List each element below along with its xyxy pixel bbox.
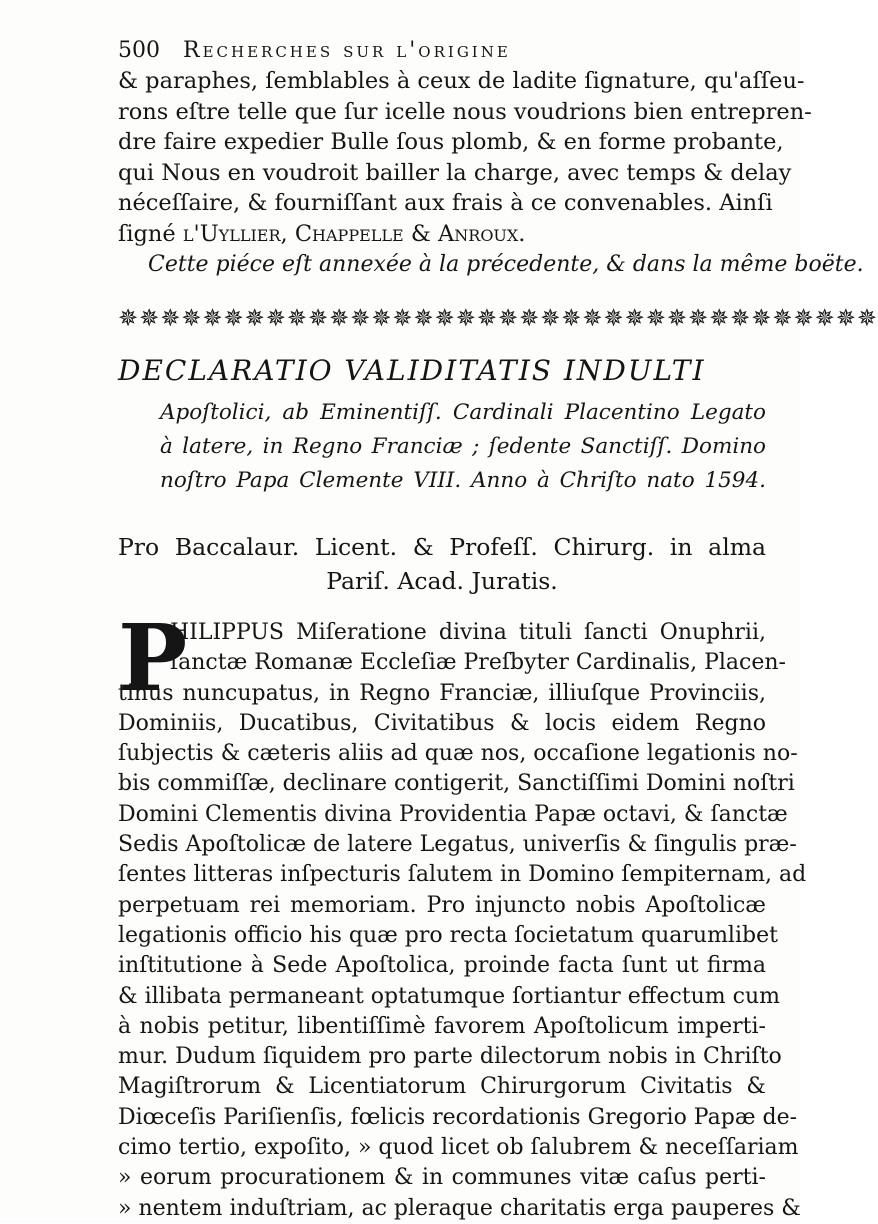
signatures: l'Uyllier, Chappelle & Anroux. <box>182 220 526 247</box>
subtitle-line: noſtro Papa Clemente VIII. Anno à Chriſto nato 1594. <box>160 468 766 493</box>
text-line: mur. Dudum ſiquidem pro parte dilectorum nobis in Chriſto <box>118 1044 782 1070</box>
text-line: Sedis Apoſtolicæ de latere Legatus, univerſis & ſingulis præ- <box>118 832 797 858</box>
text-line: bis commiſſæ, declinare contigerit, Sanctiſſimi Domini noſtri <box>118 771 795 797</box>
text-line: inſtitutione à Sede Apoſtolica, proinde facta ſunt ut firma <box>118 953 766 979</box>
text-line: HILIPPUS Miſeratione divina tituli ſancti Onuphrii, <box>170 620 766 645</box>
subtitle-line: à latere, in Regno Franciæ ; ſedente Sanctiſſ. Domino <box>160 434 766 459</box>
declaration-title: DECLARATIO VALIDITATIS INDULTI <box>118 354 706 387</box>
signature-line <box>118 219 766 250</box>
recipients-line: Pariſ. Acad. Juratis. <box>326 567 558 595</box>
text-line: Dominiis, Ducatibus, Civitatibus & locis eidem Regno <box>118 710 766 736</box>
body-paragraph <box>118 618 807 1224</box>
signature-prefix: ſigné <box>118 220 183 247</box>
annex-note: Cette piéce eſt annexée à la précedente, & dans la même boëte. <box>148 252 864 277</box>
running-head: Recherches sur l'origine <box>183 38 511 63</box>
text-line: néceſſaire, & fourniſſant aux frais à ce convenables. Ainſi <box>118 190 773 216</box>
text-line: » nentem induſtriam, ac pleraque charitatis erga pauperes & <box>118 1195 801 1221</box>
text-line: Diœceſis Pariſienſis, fœlicis recordationis Gregorio Papæ de- <box>118 1104 798 1130</box>
text-line: rons eſtre telle que ſur icelle nous voudrions bien entrepren- <box>118 98 812 125</box>
text-line: Magiſtrorum & Licentiatorum Chirurgorum Civitatis & <box>118 1074 766 1100</box>
text-line: » eorum procurationem & in communes vitæ caſus perti- <box>118 1165 766 1191</box>
recipients-line: Pro Baccalaur. Licent. & Profeſſ. Chirurg. in alma <box>118 533 766 561</box>
drop-cap: P <box>118 604 188 712</box>
text-line: à nobis petitur, libentiſſimè favorem Apoſtolicum imperti- <box>118 1013 766 1039</box>
text-line: tinus nuncupatus, in Regno Franciæ, illiuſque Provinciis, <box>118 680 766 706</box>
page-number: 500 <box>118 38 160 63</box>
page-header <box>118 38 758 63</box>
text-line: & paraphes, ſemblables à ceux de ladite ſignature, qu'aſſeu- <box>118 68 805 94</box>
text-line: legationis officio his quæ pro recta ſocietatum quarumlibet <box>118 922 778 948</box>
opening-paragraph <box>118 66 812 249</box>
text-line: perpetuam rei memoriam. Pro injuncto nobis Apoſtolicæ <box>118 892 766 918</box>
text-line: Domini Clementis divina Providentia Papæ octavi, & ſanctæ <box>118 801 788 827</box>
text-line: ſentes litteras inſpecturis ſalutem in Domino ſempiternam, ad <box>118 862 807 888</box>
declaration-subtitle <box>160 396 766 498</box>
ornament-divider: ✵✵✵✵✵✵✵✵✵✵✵✵✵✵✵✵✵✵✵✵✵✵✵✵✵✵✵✵✵✵✵✵✵✵✵✵ <box>118 304 878 332</box>
text-line: cimo tertio, expoſito, » quod licet ob ſalubrem & neceſſariam <box>118 1135 799 1161</box>
text-line: dre faire expedier Bulle ſous plomb, & en forme probante, <box>118 129 784 155</box>
subtitle-line: Apoſtolici, ab Eminentiſſ. Cardinali Placentino Legato <box>160 400 766 425</box>
text-line: & illibata permaneant optatumque ſortiantur effectum cum <box>118 983 780 1009</box>
text-line: qui Nous en voudroit bailler la charge, avec temps & delay <box>118 159 792 186</box>
text-line: ſanctæ Romanæ Eccleſiæ Preſbyter Cardinalis, Placen- <box>170 650 786 676</box>
recipients-heading <box>118 530 766 598</box>
text-line: ſubjectis & cæteris aliis ad quæ nos, occaſione legationis no- <box>118 741 798 767</box>
